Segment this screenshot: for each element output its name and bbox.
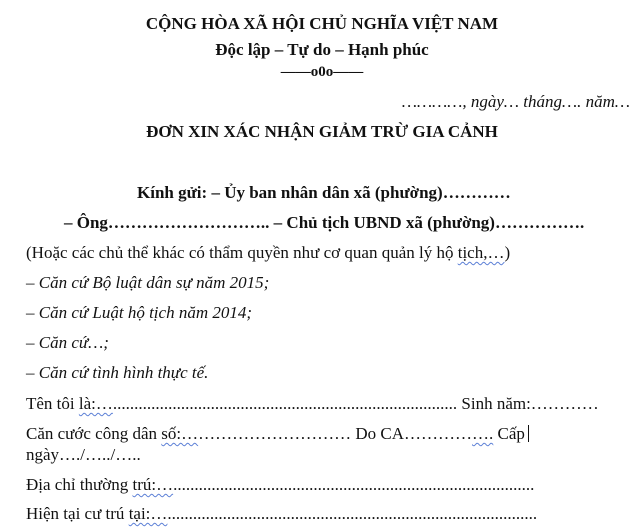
current-address-field[interactable] xyxy=(26,504,537,524)
name-label: Tên tôi xyxy=(26,394,79,413)
id-card-label: Căn cước công dân xyxy=(26,424,162,443)
spellcheck-flag[interactable]: là:… xyxy=(78,394,113,413)
legal-basis-item: – Căn cứ…; xyxy=(26,333,109,352)
current-address-label: Hiện tại cư trú xyxy=(26,504,129,523)
legal-basis-item: – Căn cứ tình hình thực tế. xyxy=(26,363,209,382)
authority-note-text: (Hoặc các chủ thể khác có thẩm quyền như cơ quan quản lý hộ xyxy=(26,243,458,262)
legal-basis-item: – Căn cứ Bộ luật dân sự năm 2015; xyxy=(26,273,270,292)
recipient-line-1: Kính gửi: – Ủy ban nhân dân xã (phường)………… xyxy=(137,183,511,202)
motto-ornament: ——o0o—— xyxy=(280,64,364,80)
permanent-address-label: Địa chỉ thường xyxy=(26,475,133,494)
spellcheck-flag[interactable]: tại:… xyxy=(128,504,168,523)
spellcheck-flag[interactable]: số:… xyxy=(161,424,199,443)
permanent-address-field[interactable] xyxy=(26,475,534,495)
national-title: CỘNG HÒA XÃ HỘI CHỦ NGHĨA VIỆT NAM xyxy=(145,14,499,33)
authority-note-close: ) xyxy=(504,243,511,262)
document-title: ĐƠN XIN XÁC NHẬN GIẢM TRỪ GIA CẢNH xyxy=(146,122,498,141)
spellcheck-flag[interactable]: tịch,… xyxy=(457,243,505,262)
date-line: …………, ngày… tháng…. năm… xyxy=(401,92,630,111)
spellcheck-flag[interactable]: …. xyxy=(472,424,494,443)
national-motto: Độc lập – Tự do – Hạnh phúc xyxy=(215,40,429,59)
name-field[interactable] xyxy=(26,394,599,414)
recipient-line-2: – Ông……………………….. – Chủ tịch UBND xã (phường)……………. xyxy=(64,213,585,232)
current-address-blank: ....................................................................................... xyxy=(167,504,538,523)
id-card-field[interactable] xyxy=(26,424,529,444)
id-card-blank: ……………………… Do CA………… xyxy=(198,424,473,443)
text-cursor xyxy=(528,425,529,442)
birth-year-label: Sinh năm:………… xyxy=(457,394,599,413)
issue-date-field[interactable]: ngày…./…../….. xyxy=(26,445,141,464)
legal-basis-item: – Căn cứ Luật hộ tịch năm 2014; xyxy=(26,303,253,322)
name-blank: ................................................................................. xyxy=(112,394,458,413)
permanent-address-blank: ..................................................................................... xyxy=(173,475,535,494)
issue-label: Cấp xyxy=(493,424,525,443)
spellcheck-flag[interactable]: trú:… xyxy=(132,475,174,494)
authority-note xyxy=(26,243,510,263)
